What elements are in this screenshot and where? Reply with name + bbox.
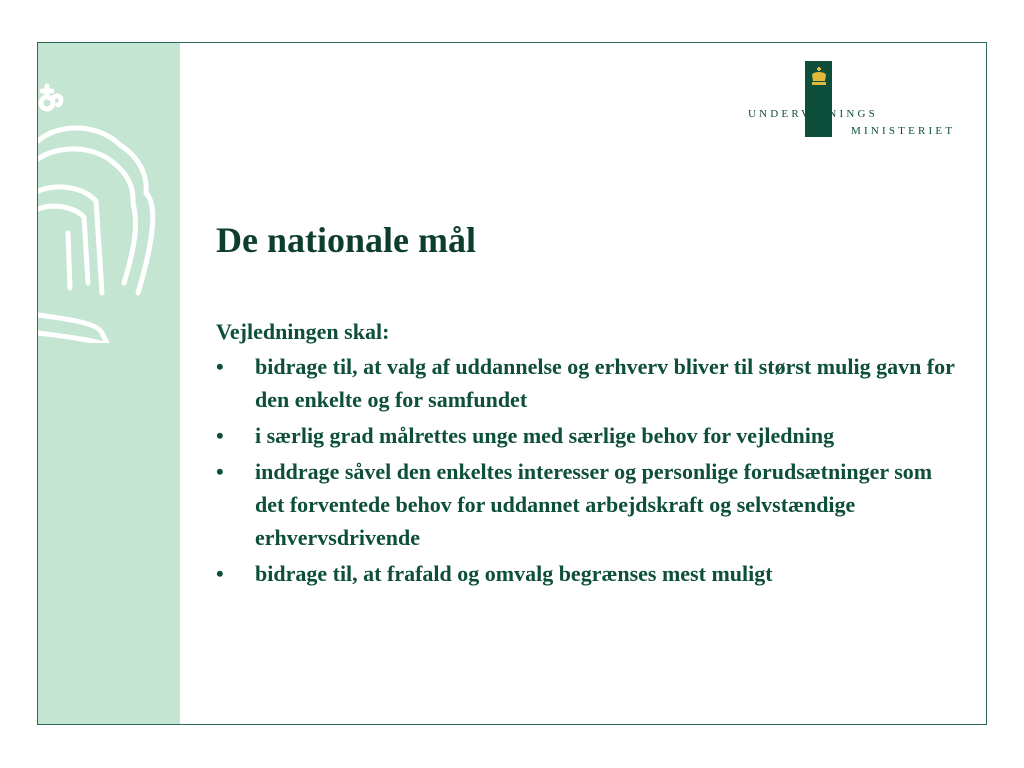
slide-title: De nationale mål <box>216 220 476 260</box>
side-panel <box>38 43 180 724</box>
logo-text-line1: UNDERVISNINGS <box>748 108 878 120</box>
bullet-marker: • <box>216 423 224 448</box>
logo-text-line2: MINISTERIET <box>851 125 956 137</box>
bullet-text: i særlig grad målrettes unge med særlige behov for vejledning <box>255 423 835 448</box>
bullet-item <box>216 455 956 554</box>
bullet-text: inddrage såvel den enkeltes interesser og personlige forudsætninger som det forventede behov for uddannet arbejdskraft og selvstændige erhvervsdrivende <box>255 459 933 550</box>
bullet-marker: • <box>216 354 224 379</box>
crown-watermark-icon <box>38 83 180 343</box>
crown-icon <box>809 67 829 87</box>
bullet-marker: • <box>216 459 224 484</box>
bullet-list <box>216 350 956 590</box>
intro-text: Vejledningen skal: <box>216 319 390 344</box>
bullet-item <box>216 350 956 416</box>
bullet-marker: • <box>216 561 224 586</box>
bullet-text: bidrage til, at frafald og omvalg begrænses mest muligt <box>255 561 773 586</box>
bullet-item <box>216 557 956 590</box>
slide <box>37 42 987 725</box>
bullet-text: bidrage til, at valg af uddannelse og erhverv bliver til størst mulig gavn for den enkelte og for samfundet <box>255 354 955 412</box>
bullet-item <box>216 419 956 452</box>
slide-body <box>216 315 956 593</box>
ministry-logo <box>748 61 978 143</box>
